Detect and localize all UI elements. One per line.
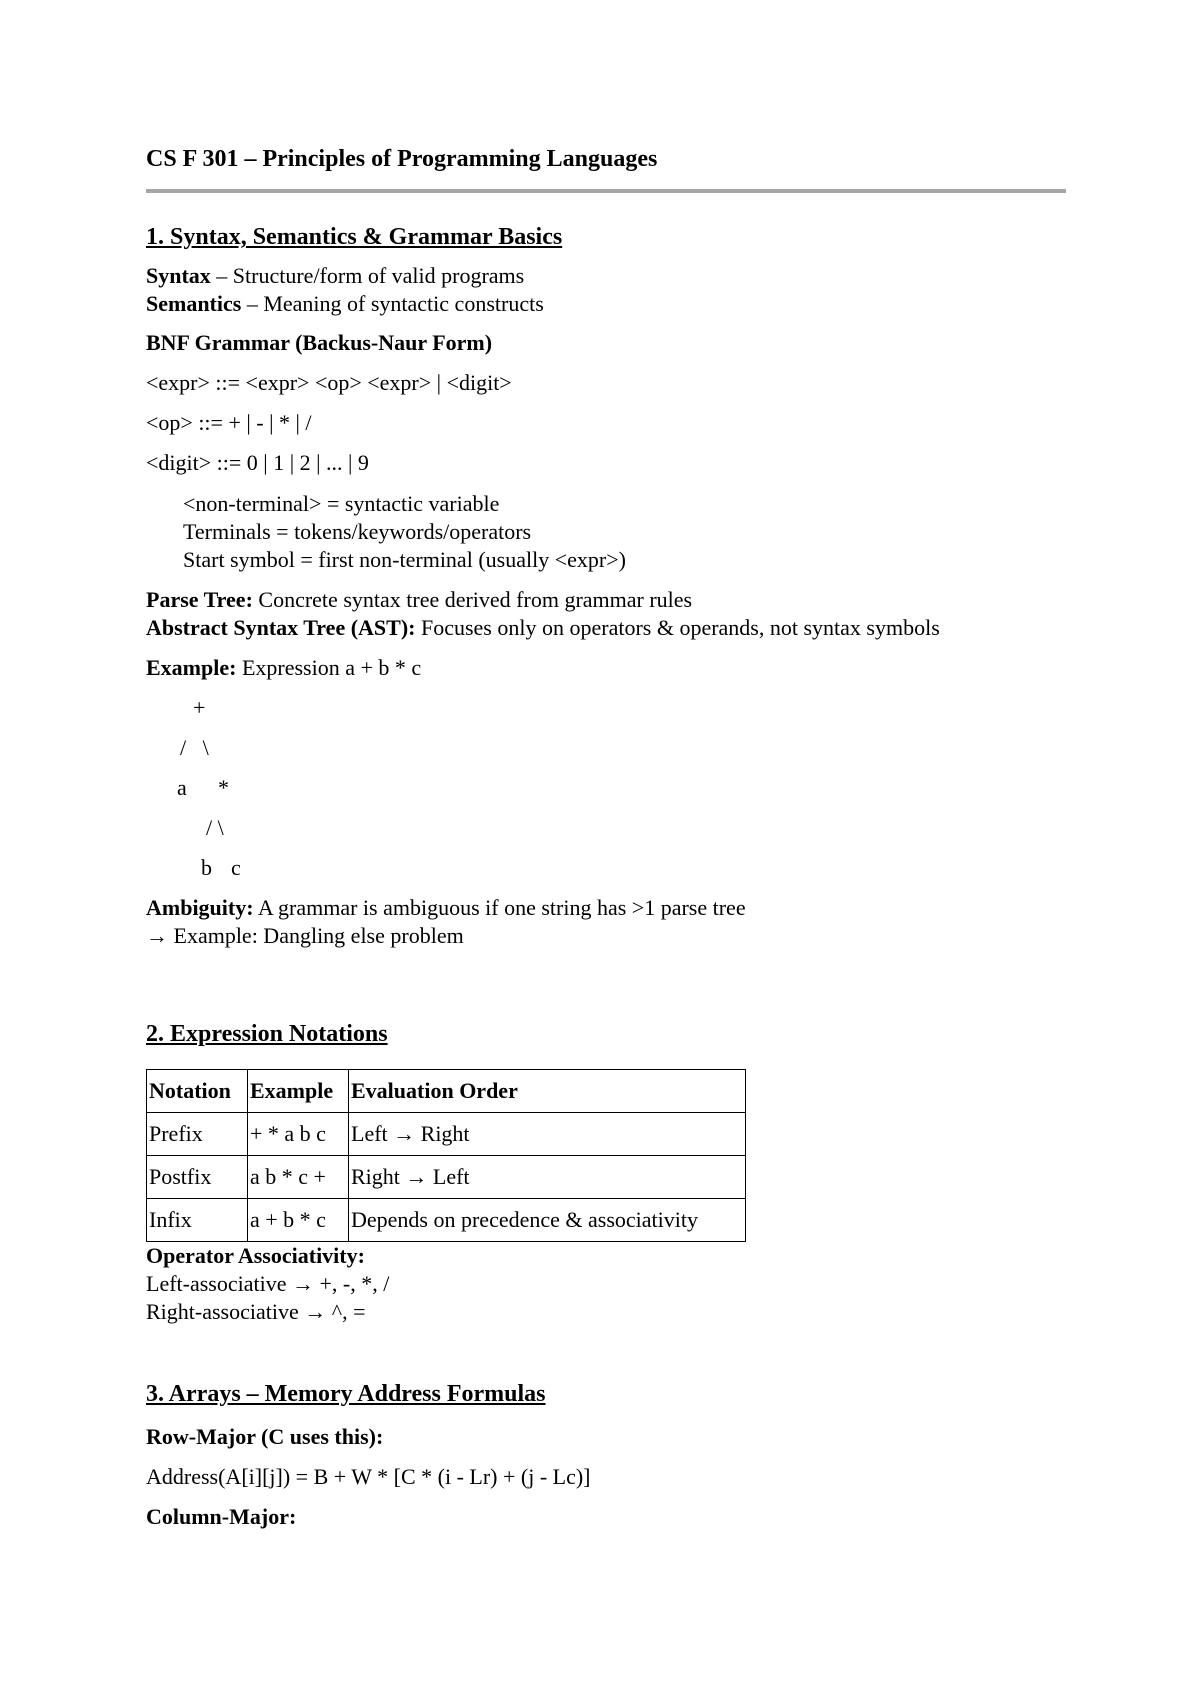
syntax-term: Syntax <box>146 263 211 288</box>
section-1-heading: 1. Syntax, Semantics & Grammar Basics <box>146 224 563 250</box>
cell-evaluation-order: Depends on precedence & associativity <box>349 1199 746 1242</box>
cell-evaluation-order: Right → Left <box>349 1156 746 1199</box>
ambiguity-example: → Example: Dangling else problem <box>146 923 464 948</box>
cell-notation: Prefix <box>147 1113 248 1156</box>
document-title: CS F 301 – Principles of Programming Languages <box>146 146 658 172</box>
semantics-term: Semantics <box>146 291 242 316</box>
parse-tree-term: Parse Tree: <box>146 587 253 612</box>
column-major-heading: Column-Major: <box>146 1504 297 1529</box>
table-row <box>147 1199 746 1242</box>
syntax-text: – Structure/form of valid programs <box>210 263 525 288</box>
header-example: Example <box>248 1070 349 1113</box>
bnf-note-terminals: Terminals = tokens/keywords/operators <box>183 519 532 544</box>
cell-example: + * a b c <box>248 1113 349 1156</box>
cell-notation: Postfix <box>147 1156 248 1199</box>
bnf-rule-digit: <digit> ::= 0 | 1 | 2 | ... | 9 <box>146 450 369 475</box>
right-associative-line: Right-associative → ^, = <box>146 1299 366 1324</box>
ambiguity-definition: Ambiguity: A grammar is ambiguous if one string has >1 parse tree <box>146 895 746 920</box>
ast-node-c: c <box>231 855 241 880</box>
bnf-heading: BNF Grammar (Backus-Naur Form) <box>146 330 493 355</box>
cell-example: a b * c + <box>248 1156 349 1199</box>
ast-definition: Abstract Syntax Tree (AST): Focuses only on operators & operands, not syntax symbols <box>146 615 940 640</box>
row-major-heading: Row-Major (C uses this): <box>146 1424 384 1449</box>
table-header-row <box>147 1070 746 1113</box>
ast-term: Abstract Syntax Tree (AST): <box>146 615 416 640</box>
cell-evaluation-order: Left → Right <box>349 1113 746 1156</box>
associativity-heading: Operator Associativity: <box>146 1243 365 1268</box>
bnf-note-start-symbol: Start symbol = first non-terminal (usually <expr>) <box>183 547 626 572</box>
cell-example: a + b * c <box>248 1199 349 1242</box>
ast-node-plus: + <box>193 695 206 720</box>
header-notation: Notation <box>147 1070 248 1113</box>
ast-branches-root: / \ <box>180 735 209 760</box>
bnf-rule-expr: <expr> ::= <expr> <op> <expr> | <digit> <box>146 370 512 395</box>
notation-table <box>146 1069 746 1242</box>
parse-tree-definition: Parse Tree: Concrete syntax tree derived from grammar rules <box>146 587 693 612</box>
semantics-text: – Meaning of syntactic constructs <box>241 291 544 316</box>
syntax-definition <box>146 262 524 290</box>
bnf-note-nonterminal: <non-terminal> = syntactic variable <box>183 491 500 516</box>
header-evaluation-order: Evaluation Order <box>349 1070 746 1113</box>
bnf-rule-op: <op> ::= + | - | * | / <box>146 410 312 435</box>
title-divider <box>146 189 1066 193</box>
ast-node-b: b <box>201 855 212 880</box>
left-associative-line: Left-associative → +, -, *, / <box>146 1271 390 1296</box>
cell-notation: Infix <box>147 1199 248 1242</box>
ast-branches-star: / \ <box>206 815 224 840</box>
section-2-heading: 2. Expression Notations <box>146 1021 388 1047</box>
ambiguity-term: Ambiguity: <box>146 895 254 920</box>
table-row <box>147 1113 746 1156</box>
example-term: Example: <box>146 655 237 680</box>
semantics-definition <box>146 290 544 318</box>
section-3-heading: 3. Arrays – Memory Address Formulas <box>146 1381 546 1407</box>
ast-node-star: * <box>218 775 229 800</box>
table-row <box>147 1156 746 1199</box>
row-major-formula: Address(A[i][j]) = B + W * [C * (i - Lr) + (j - Lc)] <box>146 1464 591 1489</box>
ast-node-a: a <box>177 775 187 800</box>
example-line: Example: Expression a + b * c <box>146 655 422 680</box>
